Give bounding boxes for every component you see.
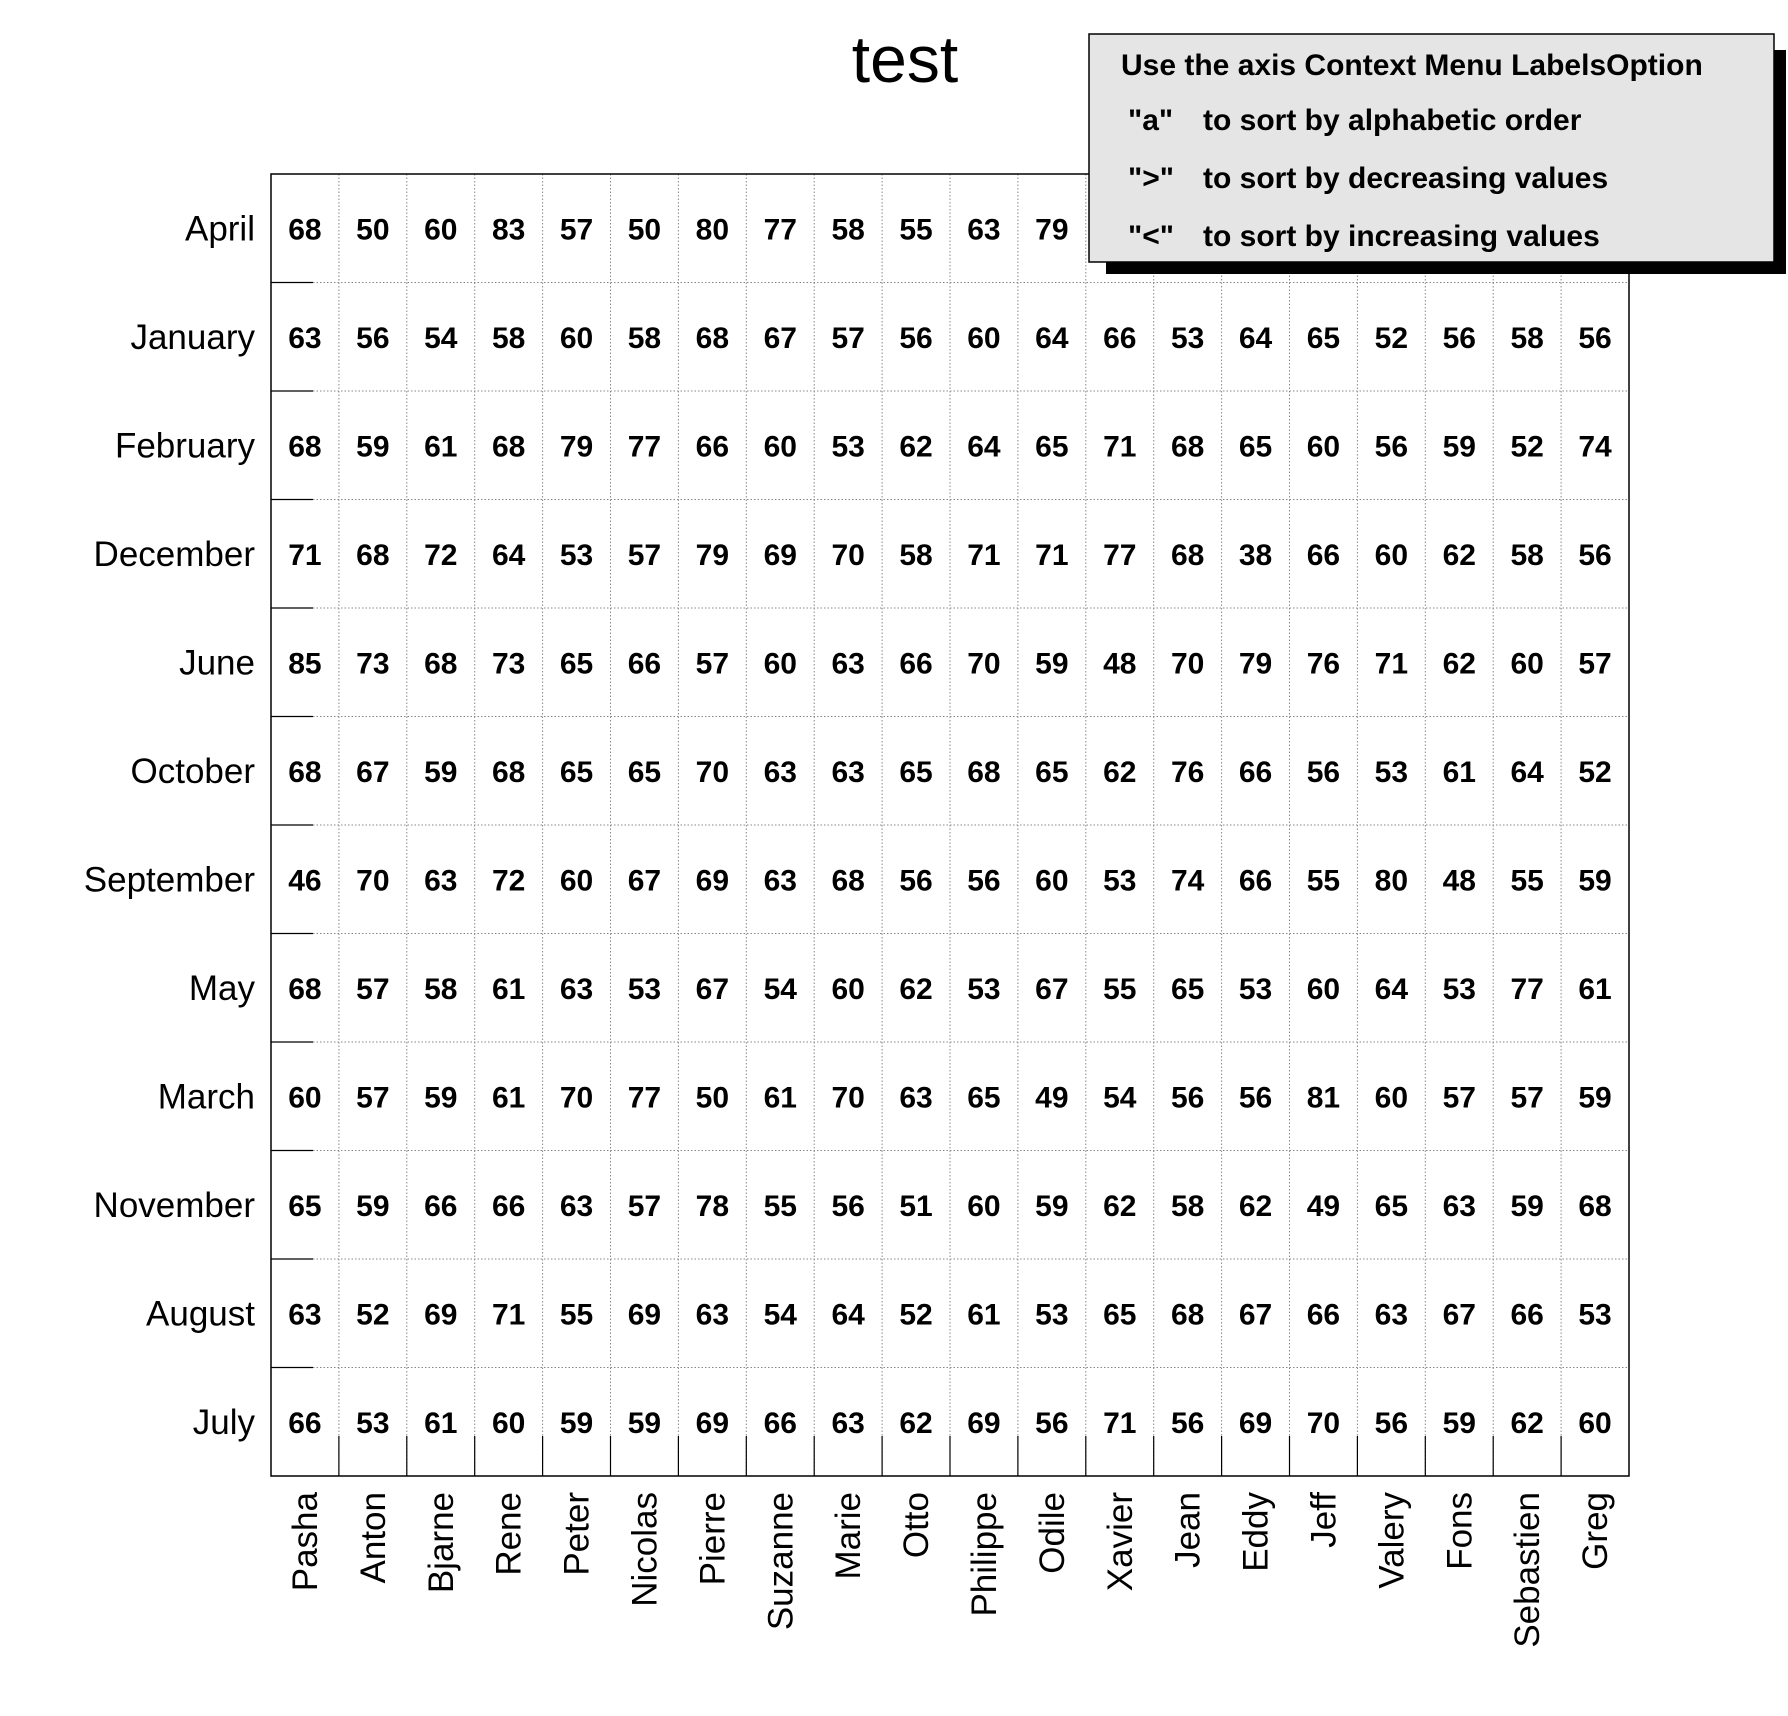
- cell-value: 64: [967, 430, 1001, 464]
- cell-value: 56: [1170, 1406, 1205, 1440]
- cell-value: 68: [288, 972, 322, 1006]
- cell-value: 63: [559, 972, 594, 1006]
- cell-value: 63: [763, 864, 797, 898]
- cell-value: 56: [1170, 1081, 1205, 1115]
- legend-text-decreasing: to sort by decreasing values: [1203, 162, 1609, 195]
- row-label: February: [114, 426, 255, 466]
- cell-value: 60: [1306, 430, 1341, 464]
- cell-value: 83: [491, 213, 526, 247]
- cell-value: 85: [288, 647, 322, 681]
- cell-value: 64: [1510, 755, 1544, 789]
- cell-value: 59: [1442, 1406, 1476, 1440]
- cell-value: 60: [831, 972, 865, 1006]
- cell-value: 63: [288, 321, 322, 355]
- cell-value: 71: [1103, 1406, 1137, 1440]
- cell-value: 56: [1578, 538, 1612, 572]
- cell-value: 80: [1374, 864, 1409, 898]
- cell-value: 54: [763, 972, 797, 1006]
- cell-value: 59: [1442, 430, 1476, 464]
- cell-value: 61: [967, 1298, 1001, 1332]
- cell-value: 68: [831, 864, 865, 898]
- column-label: Anton: [353, 1492, 393, 1584]
- cell-value: 66: [1103, 321, 1137, 355]
- cell-value: 53: [1578, 1298, 1612, 1332]
- cell-value: 63: [424, 864, 458, 898]
- cell-value: 53: [831, 430, 865, 464]
- cell-value: 61: [491, 972, 526, 1006]
- cell-value: 62: [1442, 647, 1476, 681]
- cell-value: 53: [967, 972, 1001, 1006]
- cell-value: 57: [1442, 1081, 1476, 1115]
- cell-value: 66: [627, 647, 662, 681]
- cell-value: 66: [1306, 1298, 1341, 1332]
- cell-value: 69: [695, 1406, 730, 1440]
- cell-value: 68: [288, 430, 322, 464]
- column-labels: [286, 1491, 1615, 1647]
- cell-value: 55: [1103, 972, 1137, 1006]
- cell-value: 57: [831, 321, 865, 355]
- cell-value: 68: [491, 755, 526, 789]
- cell-value: 51: [899, 1189, 933, 1223]
- cell-value: 50: [695, 1081, 730, 1115]
- cell-value: 67: [763, 321, 797, 355]
- cell-value: 60: [491, 1406, 526, 1440]
- row-label: May: [188, 968, 255, 1008]
- cell-value: 49: [1306, 1189, 1341, 1223]
- column-label: Pierre: [693, 1492, 733, 1586]
- row-label: January: [130, 317, 255, 357]
- cell-value: 50: [356, 213, 390, 247]
- cell-value: 77: [627, 430, 662, 464]
- cell-value: 63: [831, 1406, 865, 1440]
- row-label: March: [157, 1077, 255, 1117]
- cell-value: 69: [695, 864, 730, 898]
- row-label: October: [130, 751, 255, 791]
- cell-value: 60: [763, 647, 797, 681]
- cell-value: 59: [356, 430, 390, 464]
- column-label: Suzanne: [761, 1492, 801, 1631]
- cell-value: 64: [1035, 321, 1069, 355]
- cell-value: 66: [899, 647, 933, 681]
- cell-value: 74: [1578, 430, 1612, 464]
- cell-value: 61: [763, 1081, 797, 1115]
- column-label: Fons: [1440, 1492, 1480, 1570]
- cell-value: 58: [1510, 538, 1544, 572]
- cell-value: 58: [1170, 1189, 1205, 1223]
- cell-value: 56: [1578, 321, 1612, 355]
- cell-value: 60: [424, 213, 458, 247]
- cell-value: 68: [1170, 430, 1205, 464]
- cell-value: 70: [1306, 1406, 1341, 1440]
- cell-value: 79: [1238, 647, 1273, 681]
- column-label: Jean: [1168, 1492, 1208, 1568]
- row-label: April: [184, 209, 255, 249]
- cell-value: 57: [356, 972, 390, 1006]
- cell-value: 63: [831, 647, 865, 681]
- column-label: Pasha: [285, 1492, 325, 1592]
- cell-value: 56: [967, 864, 1001, 898]
- cell-value: 54: [424, 321, 458, 355]
- row-label: July: [192, 1402, 255, 1442]
- cell-value: 67: [627, 864, 662, 898]
- cell-value: 62: [899, 972, 933, 1006]
- cell-value: 59: [1035, 647, 1069, 681]
- cell-value: 48: [1103, 647, 1137, 681]
- cell-value: 64: [1374, 972, 1409, 1006]
- cell-value: 66: [1238, 755, 1273, 789]
- cell-value: 55: [763, 1189, 797, 1223]
- cell-value: 65: [1238, 430, 1273, 464]
- cell-value: 52: [356, 1298, 390, 1332]
- cell-value: 66: [288, 1406, 322, 1440]
- cell-value: 62: [1103, 1189, 1137, 1223]
- cell-value: 69: [424, 1298, 458, 1332]
- cell-value: 68: [695, 321, 730, 355]
- cell-value: 62: [1442, 538, 1476, 572]
- legend-text-alphabetic: to sort by alphabetic order: [1203, 104, 1582, 137]
- column-label: Bjarne: [421, 1492, 461, 1594]
- cell-value: 67: [356, 755, 390, 789]
- cell-value: 58: [1510, 321, 1544, 355]
- cell-value: 60: [763, 430, 797, 464]
- cell-value: 63: [967, 213, 1001, 247]
- cell-value: 62: [1510, 1406, 1544, 1440]
- cell-value: 67: [1442, 1298, 1476, 1332]
- cell-value: 60: [288, 1081, 322, 1115]
- cell-value: 65: [1035, 755, 1069, 789]
- cell-value: 56: [899, 864, 933, 898]
- cell-value: 55: [899, 213, 933, 247]
- cell-value: 69: [967, 1406, 1001, 1440]
- cell-value: 63: [1442, 1189, 1476, 1223]
- column-label: Otto: [897, 1492, 937, 1559]
- cell-value: 71: [1035, 538, 1069, 572]
- column-label: Greg: [1576, 1492, 1616, 1570]
- cell-value: 77: [627, 1081, 662, 1115]
- cell-value: 60: [559, 321, 594, 355]
- column-label: Eddy: [1236, 1492, 1276, 1572]
- cell-value: 49: [1035, 1081, 1069, 1115]
- cell-value: 62: [899, 1406, 933, 1440]
- cell-value: 64: [831, 1298, 865, 1332]
- cell-value: 79: [695, 538, 730, 572]
- cell-value: 38: [1238, 538, 1273, 572]
- cell-value: 59: [627, 1406, 662, 1440]
- cell-value: 71: [1374, 647, 1409, 681]
- cell-value: 68: [1170, 1298, 1205, 1332]
- cell-value: 60: [1035, 864, 1069, 898]
- cell-value: 76: [1170, 755, 1205, 789]
- column-label: Sebastien: [1508, 1492, 1548, 1648]
- cell-value: 68: [491, 430, 526, 464]
- cell-value: 66: [1238, 864, 1273, 898]
- cell-value: 53: [1374, 755, 1409, 789]
- cell-value: 63: [831, 755, 865, 789]
- cell-value: 64: [491, 538, 526, 572]
- row-label: June: [179, 643, 255, 683]
- cell-value: 66: [763, 1406, 797, 1440]
- cell-value: 50: [627, 213, 662, 247]
- cell-value: 65: [627, 755, 662, 789]
- cell-value: 57: [627, 1189, 662, 1223]
- cell-value: 73: [356, 647, 390, 681]
- cell-value: 69: [627, 1298, 662, 1332]
- cell-value: 70: [831, 1081, 865, 1115]
- cell-value: 63: [763, 755, 797, 789]
- cell-value: 70: [695, 755, 730, 789]
- cell-value: 78: [695, 1189, 730, 1223]
- cell-value: 67: [1238, 1298, 1273, 1332]
- cell-value: 59: [356, 1189, 390, 1223]
- cell-value: 59: [559, 1406, 594, 1440]
- cell-value: 65: [1374, 1189, 1409, 1223]
- cell-value: 60: [1374, 538, 1409, 572]
- cell-value: 46: [288, 864, 322, 898]
- cell-value: 56: [356, 321, 390, 355]
- cell-value: 53: [1035, 1298, 1069, 1332]
- cell-value: 53: [627, 972, 662, 1006]
- cell-value: 68: [356, 538, 390, 572]
- cell-value: 65: [1306, 321, 1341, 355]
- cell-value: 60: [1510, 647, 1544, 681]
- cell-value: 68: [1170, 538, 1205, 572]
- cell-value: 56: [1374, 430, 1409, 464]
- cell-value: 66: [1510, 1298, 1544, 1332]
- cell-value: 67: [1035, 972, 1069, 1006]
- cell-value: 52: [1374, 321, 1409, 355]
- cell-value: 60: [559, 864, 594, 898]
- cell-value: 56: [1238, 1081, 1273, 1115]
- cell-value: 68: [424, 647, 458, 681]
- cell-value: 56: [1442, 321, 1476, 355]
- cell-value: 62: [899, 430, 933, 464]
- cell-value: 58: [899, 538, 933, 572]
- cell-value: 65: [1103, 1298, 1137, 1332]
- cell-value: 71: [288, 538, 322, 572]
- cell-value: 63: [1374, 1298, 1409, 1332]
- cell-value: 53: [559, 538, 594, 572]
- column-label: Jeff: [1304, 1492, 1344, 1548]
- cell-value: 63: [695, 1298, 730, 1332]
- cell-value: 66: [695, 430, 730, 464]
- cell-value: 79: [1035, 213, 1069, 247]
- cell-value: 53: [1170, 321, 1205, 355]
- cell-value: 72: [424, 538, 458, 572]
- cell-value: 60: [1578, 1406, 1612, 1440]
- cell-value: 59: [1578, 864, 1612, 898]
- column-label: Nicolas: [625, 1492, 665, 1607]
- cell-value: 61: [424, 1406, 458, 1440]
- column-label: Rene: [489, 1492, 529, 1576]
- cell-value: 54: [1103, 1081, 1137, 1115]
- cell-value: 65: [899, 755, 933, 789]
- cell-value: 72: [491, 864, 526, 898]
- cell-value: 60: [967, 1189, 1001, 1223]
- cell-value: 58: [491, 321, 526, 355]
- cell-value: 58: [831, 213, 865, 247]
- cell-value: 48: [1442, 864, 1476, 898]
- cell-value: 53: [1238, 972, 1273, 1006]
- cell-value: 59: [424, 755, 458, 789]
- legend-key-increasing: "<": [1128, 220, 1174, 253]
- cell-value: 77: [1510, 972, 1544, 1006]
- legend-text-increasing: to sort by increasing values: [1203, 220, 1600, 253]
- cell-value: 64: [1238, 321, 1273, 355]
- cell-value: 74: [1170, 864, 1205, 898]
- cell-value: 53: [1442, 972, 1476, 1006]
- cell-value: 56: [1374, 1406, 1409, 1440]
- cell-value: 69: [763, 538, 797, 572]
- cell-value: 57: [559, 213, 594, 247]
- cell-value: 56: [1035, 1406, 1069, 1440]
- cell-value: 70: [1170, 647, 1205, 681]
- column-label: Xavier: [1100, 1492, 1140, 1592]
- cell-value: 56: [899, 321, 933, 355]
- row-label: December: [93, 534, 255, 574]
- cell-value: 63: [899, 1081, 933, 1115]
- column-label: Marie: [829, 1492, 869, 1580]
- cell-value: 53: [1103, 864, 1137, 898]
- cell-value: 55: [559, 1298, 594, 1332]
- cell-value: 60: [1306, 972, 1341, 1006]
- row-label: September: [83, 860, 255, 900]
- legend-heading: Use the axis Context Menu LabelsOption: [1121, 49, 1703, 82]
- chart-title: test: [851, 22, 959, 96]
- column-label: Peter: [557, 1492, 597, 1576]
- cell-value: 57: [627, 538, 662, 572]
- cell-value: 53: [356, 1406, 390, 1440]
- cell-value: 65: [967, 1081, 1001, 1115]
- cell-value: 59: [424, 1081, 458, 1115]
- cell-value: 61: [1578, 972, 1612, 1006]
- legend-key-decreasing: ">": [1128, 162, 1174, 195]
- cell-value: 63: [559, 1189, 594, 1223]
- legend-box: [1089, 34, 1786, 274]
- cell-value: 57: [695, 647, 730, 681]
- cell-value: 62: [1103, 755, 1137, 789]
- row-labels: [84, 209, 256, 1442]
- legend-key-alphabetic: "a": [1128, 104, 1174, 137]
- cell-value: 80: [695, 213, 730, 247]
- cell-value: 76: [1306, 647, 1341, 681]
- cell-value: 57: [1578, 647, 1612, 681]
- cell-value: 81: [1306, 1081, 1341, 1115]
- cell-value: 65: [559, 647, 594, 681]
- column-label: Philippe: [964, 1492, 1004, 1617]
- cell-value: 57: [356, 1081, 390, 1115]
- cell-value: 60: [967, 321, 1001, 355]
- cell-value: 56: [1306, 755, 1341, 789]
- cell-value: 58: [424, 972, 458, 1006]
- cell-value: 73: [491, 647, 526, 681]
- cell-value: 68: [967, 755, 1001, 789]
- column-label: Odile: [1032, 1492, 1072, 1574]
- cell-value: 62: [1238, 1189, 1273, 1223]
- cell-value: 63: [288, 1298, 322, 1332]
- cell-value: 55: [1306, 864, 1341, 898]
- cell-value: 66: [1306, 538, 1341, 572]
- cell-value: 65: [1035, 430, 1069, 464]
- cell-value: 68: [1578, 1189, 1612, 1223]
- cell-value: 61: [1442, 755, 1476, 789]
- cell-value: 65: [288, 1189, 322, 1223]
- cell-value: 52: [1510, 430, 1544, 464]
- cell-value: 59: [1035, 1189, 1069, 1223]
- cell-value: 68: [288, 755, 322, 789]
- cell-value: 70: [356, 864, 390, 898]
- cell-value: 71: [491, 1298, 526, 1332]
- cell-value: 70: [559, 1081, 594, 1115]
- cell-value: 77: [1103, 538, 1137, 572]
- cell-value: 70: [831, 538, 865, 572]
- column-label: Valery: [1372, 1492, 1412, 1589]
- cell-value: 57: [1510, 1081, 1544, 1115]
- cell-value: 70: [967, 647, 1001, 681]
- cell-value: 60: [1374, 1081, 1409, 1115]
- cell-value: 61: [424, 430, 458, 464]
- cell-value: 54: [763, 1298, 797, 1332]
- cell-value: 67: [695, 972, 730, 1006]
- cell-value: 59: [1510, 1189, 1544, 1223]
- cell-value: 55: [1510, 864, 1544, 898]
- cell-value: 61: [491, 1081, 526, 1115]
- cell-value: 52: [899, 1298, 933, 1332]
- cell-value: 65: [559, 755, 594, 789]
- cell-value: 77: [763, 213, 797, 247]
- cell-value: 69: [1238, 1406, 1273, 1440]
- cell-value: 66: [491, 1189, 526, 1223]
- cell-value: 56: [831, 1189, 865, 1223]
- cell-value: 66: [424, 1189, 458, 1223]
- cell-value: 52: [1578, 755, 1612, 789]
- cell-grid: [271, 174, 1629, 1476]
- cell-value: 79: [559, 430, 594, 464]
- cell-value: 58: [627, 321, 662, 355]
- cell-value: 71: [967, 538, 1001, 572]
- cell-value: 59: [1578, 1081, 1612, 1115]
- row-label: August: [146, 1294, 255, 1334]
- row-label: November: [93, 1185, 255, 1225]
- cell-value: 65: [1170, 972, 1205, 1006]
- cell-value: 68: [288, 213, 322, 247]
- cell-value: 71: [1103, 430, 1137, 464]
